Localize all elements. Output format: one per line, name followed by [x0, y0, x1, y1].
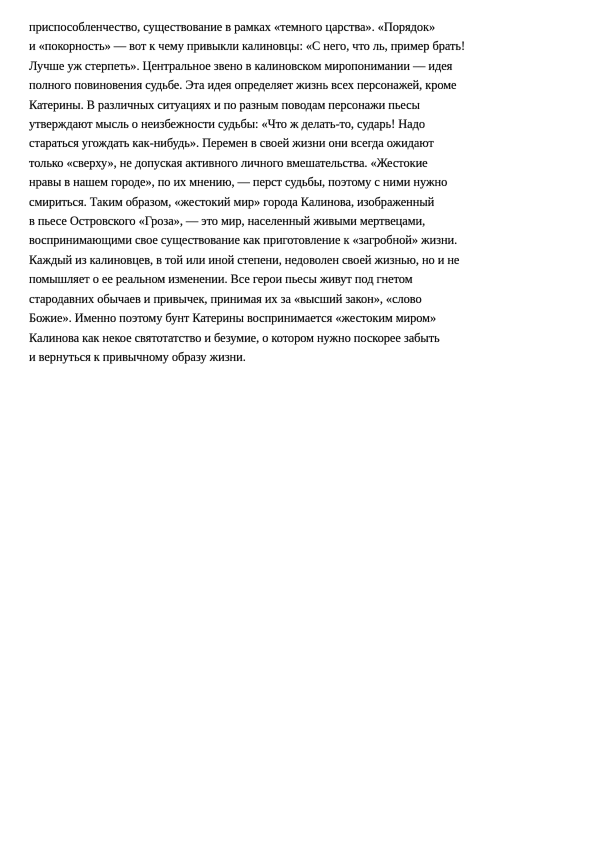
text-line: Лучше уж стерпеть». Центральное звено в калиновском миропонимании — идея [29, 58, 453, 73]
text-line: утверждают мысль о неизбежности судьбы: «Что ж делать-то, сударь! Надо [29, 117, 425, 132]
text-line: в пьесе Островского «Гроза», — это мир, населенный живыми мертвецами, [29, 214, 426, 229]
text-line: и вернуться к привычному образу жизни. [29, 349, 246, 364]
text-line: воспринимающими свое существование как приготовление к «загробной» жизни. [29, 233, 458, 248]
text-line: Калинова как некое святотатство и безумие, о котором нужно поскорее забыть [29, 330, 440, 345]
text-line: Каждый из калиновцев, в той или иной степени, недоволен своей жизнью, но и не [29, 252, 460, 267]
text-line: только «сверху», не допуская активного личного вмешательства. «Жестокие [29, 155, 428, 170]
body-text [29, 18, 574, 367]
text-line: стародавних обычаев и привычек, принимая их за «высший закон», «слово [29, 291, 422, 306]
text-line: помышляет о ее реальном изменении. Все герои пьесы живут под гнетом [29, 272, 413, 287]
text-line: и «покорность» — вот к чему привыкли калиновцы: «С него, что ль, пример брать! [29, 39, 466, 54]
text-line: полного повиновения судьбе. Эта идея определяет жизнь всех персонажей, кроме [29, 78, 457, 93]
text-line: смириться. Таким образом, «жестокий мир» города Калинова, изображенный [29, 194, 435, 209]
text-line: Катерины. В различных ситуациях и по разным поводам персонажи пьесы [29, 97, 420, 112]
text-line: Божие». Именно поэтому бунт Катерины воспринимается «жестоким миром» [29, 311, 437, 326]
text-line: приспособленчество, существование в рамках «темного царства». «Порядок» [29, 20, 436, 34]
text-line: стараться угождать как-нибудь». Перемен в своей жизни они всегда ожидают [29, 136, 434, 151]
text-line: нравы в нашем городе», по их мнению, — перст судьбы, поэтому с ними нужно [29, 175, 448, 190]
